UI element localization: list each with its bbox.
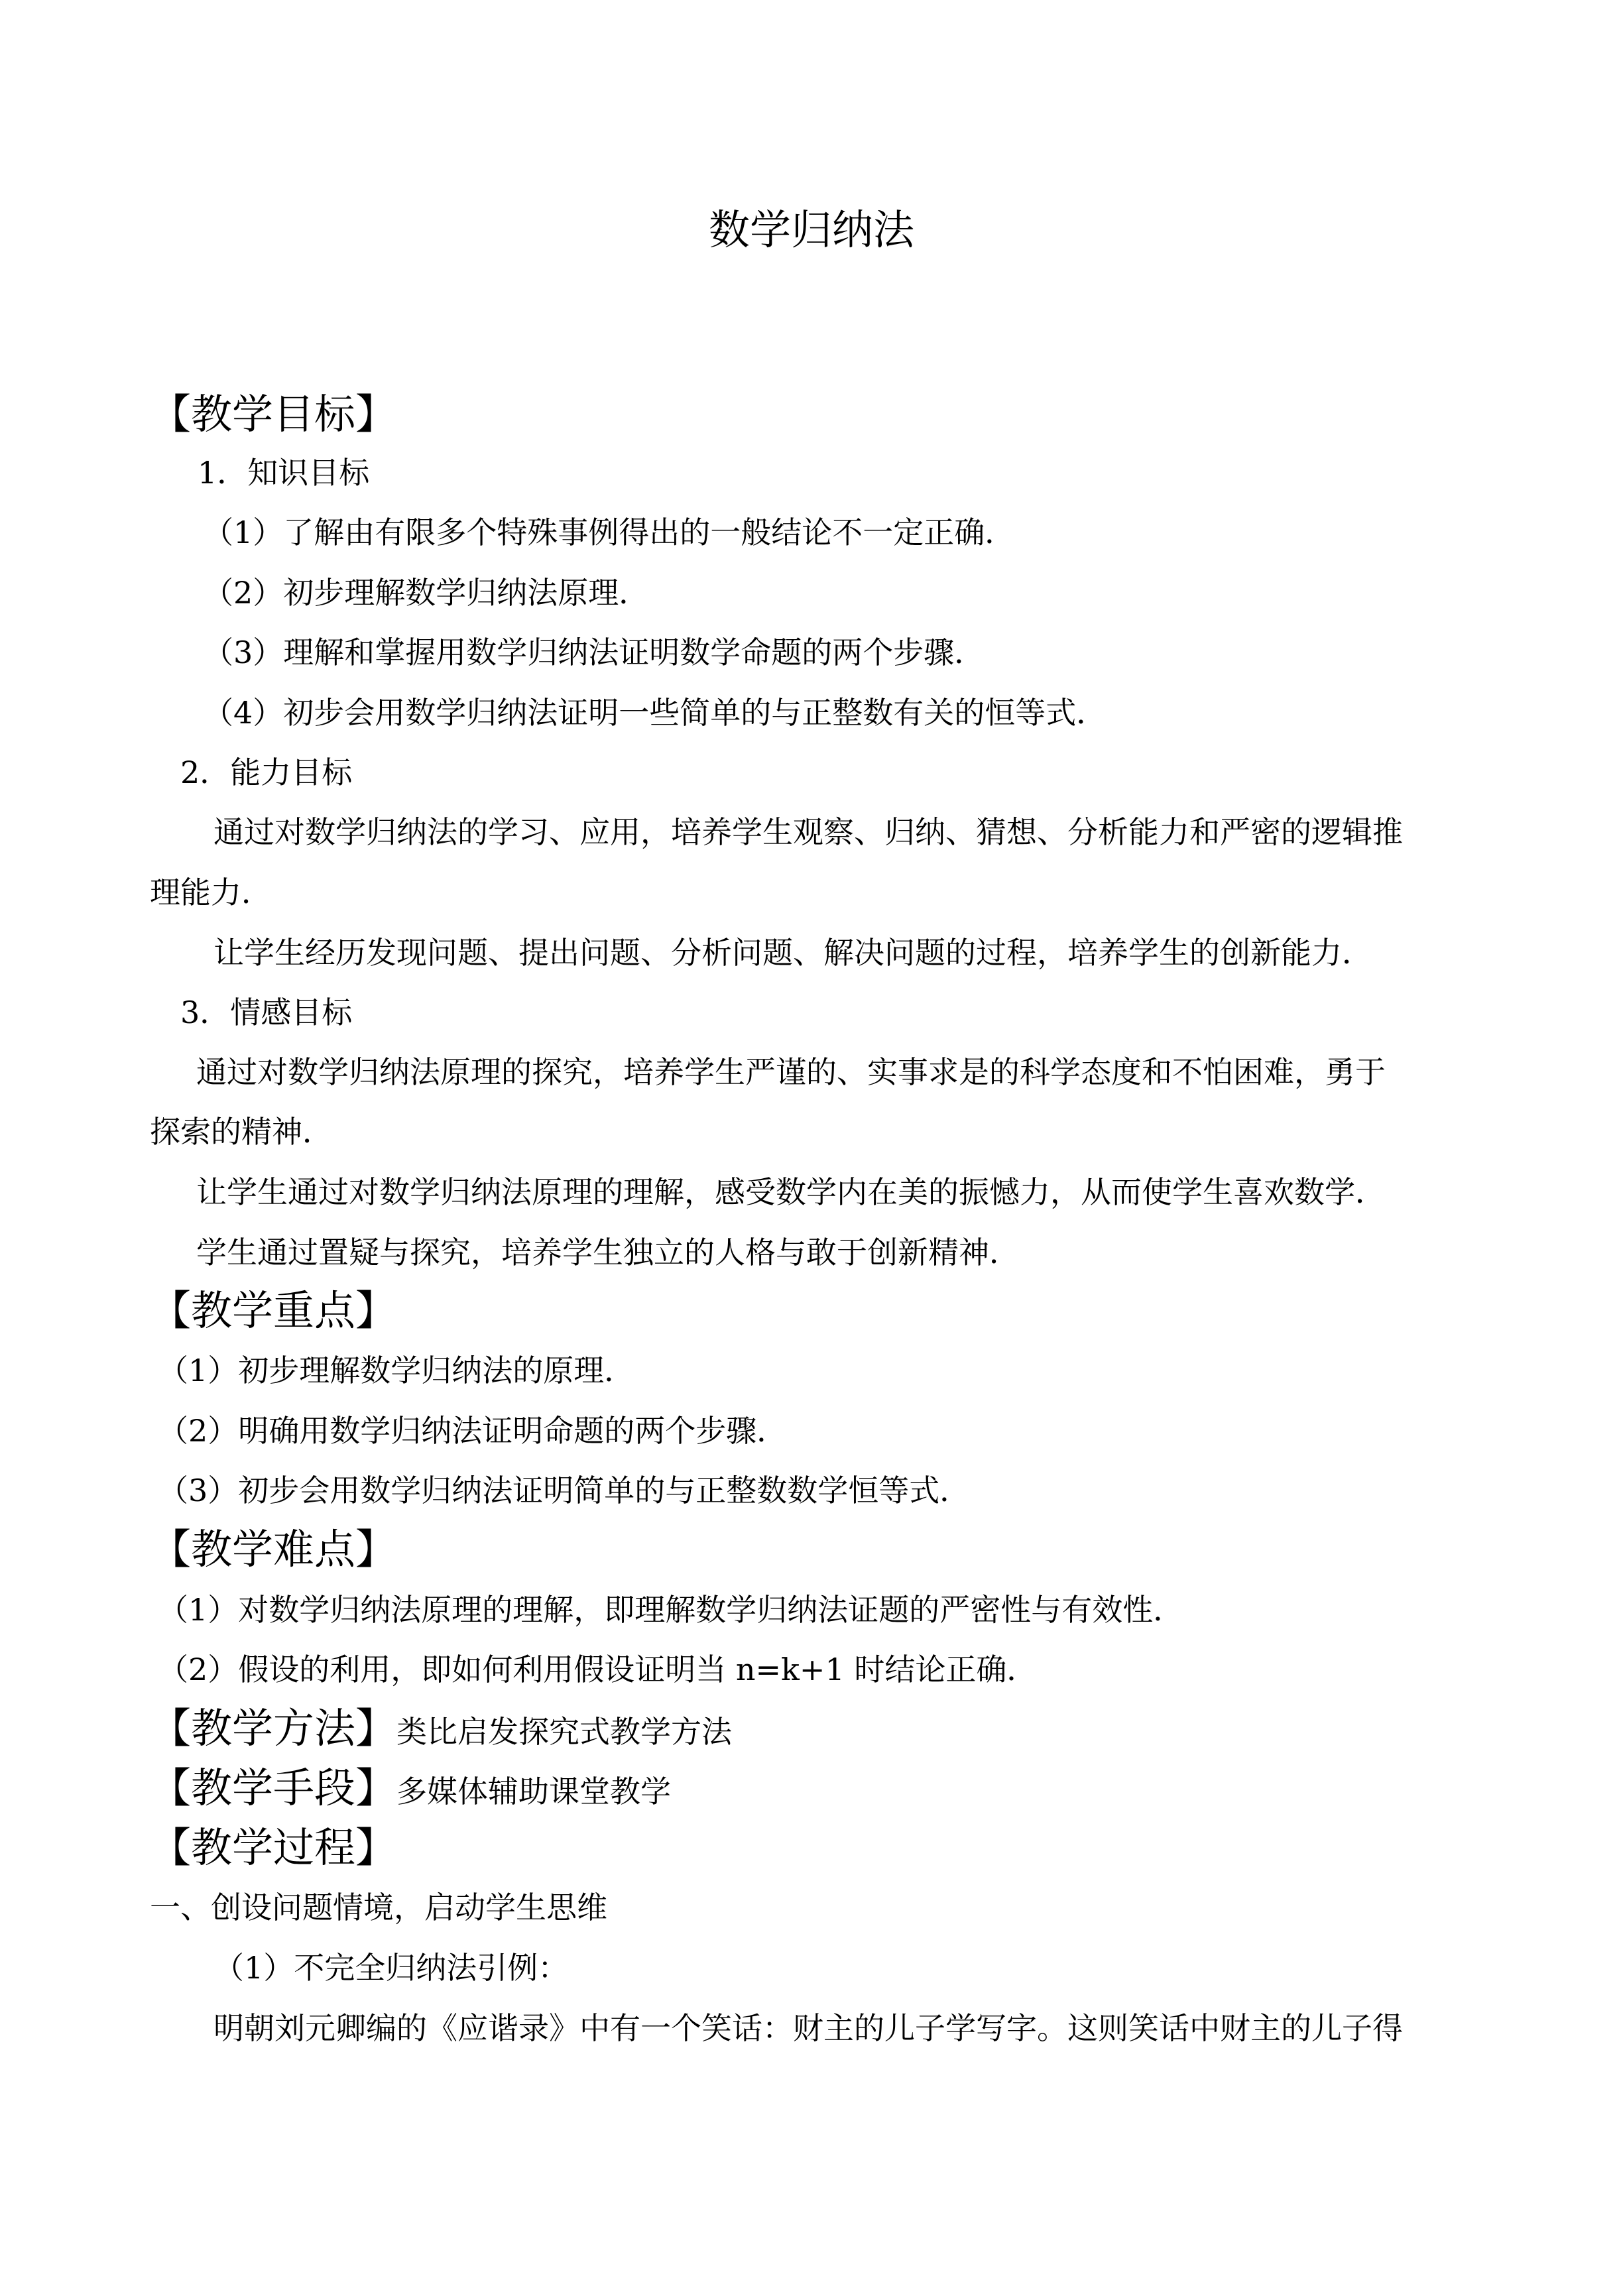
heading-means-label: 【教学手段】	[150, 1764, 397, 1812]
knowledge-goal-label: 1．知识目标	[198, 455, 370, 491]
emotion-goal-paragraph: 通过对数学归纳法原理的探究，培养学生严谨的、实事求是的科学态度和不怕困难，勇于	[196, 1054, 1386, 1090]
key-point-item: （2）明确用数学归纳法证明命题的两个步骤．	[158, 1413, 788, 1449]
emotion-goal-paragraph-cont: 探索的精神．	[150, 1114, 333, 1150]
process-subsection: （1）不完全归纳法引例：	[213, 1950, 569, 1986]
emotion-goal-paragraph: 让学生通过对数学归纳法原理的理解，感受数学内在美的振憾力，从而使学生喜欢数学．	[196, 1174, 1386, 1210]
process-paragraph: 明朝刘元卿编的《应谐录》中有一个笑话：财主的儿子学写字。这则笑话中财主的儿子得	[213, 2010, 1403, 2046]
ability-goal-paragraph-cont: 理能力．	[150, 875, 272, 910]
means-text: 多媒体辅助课堂教学	[396, 1774, 672, 1809]
difficulty-item: （2）假设的利用，即如何利用假设证明当 n=k+1 时结论正确．	[158, 1652, 1038, 1687]
process-part-title: 一、创设问题情境，启动学生思维	[150, 1890, 607, 1925]
key-point-item: （3）初步会用数学归纳法证明简单的与正整数数学恒等式．	[158, 1473, 971, 1508]
knowledge-goal-item: （4）初步会用数学归纳法证明一些简单的与正整数有关的恒等式．	[203, 695, 1107, 731]
heading-method	[150, 1704, 733, 1752]
ability-goal-label: 2．能力目标	[180, 755, 353, 790]
heading-objectives: 【教学目标】	[150, 390, 397, 438]
ability-goal-paragraph: 让学生经历发现问题、提出问题、分析问题、解决问题的过程，培养学生的创新能力．	[213, 935, 1372, 971]
heading-means	[150, 1764, 672, 1812]
method-text: 类比启发探究式教学方法	[396, 1714, 733, 1750]
ability-goal-paragraph: 通过对数学归纳法的学习、应用，培养学生观察、归纳、猜想、分析能力和严密的逻辑推	[213, 814, 1403, 850]
knowledge-goal-item: （1）了解由有限多个特殊事例得出的一般结论不一定正确．	[203, 514, 1016, 550]
heading-key-points: 【教学重点】	[150, 1286, 397, 1335]
heading-difficulties: 【教学难点】	[150, 1525, 397, 1573]
heading-process: 【教学过程】	[150, 1823, 397, 1872]
key-point-item: （1）初步理解数学归纳法的原理．	[158, 1353, 635, 1388]
emotion-goal-paragraph: 学生通过置疑与探究，培养学生独立的人格与敢于创新精神．	[196, 1235, 1020, 1270]
difficulty-item: （1）对数学归纳法原理的理解，即理解数学归纳法证题的严密性与有效性．	[158, 1592, 1184, 1628]
emotion-goal-label: 3．情感目标	[180, 995, 353, 1030]
knowledge-goal-item: （3）理解和掌握用数学归纳法证明数学命题的两个步骤．	[203, 634, 985, 670]
heading-method-label: 【教学方法】	[150, 1704, 397, 1752]
knowledge-goal-item: （2）初步理解数学归纳法原理．	[203, 575, 650, 611]
page-title: 数学归纳法	[708, 206, 914, 254]
